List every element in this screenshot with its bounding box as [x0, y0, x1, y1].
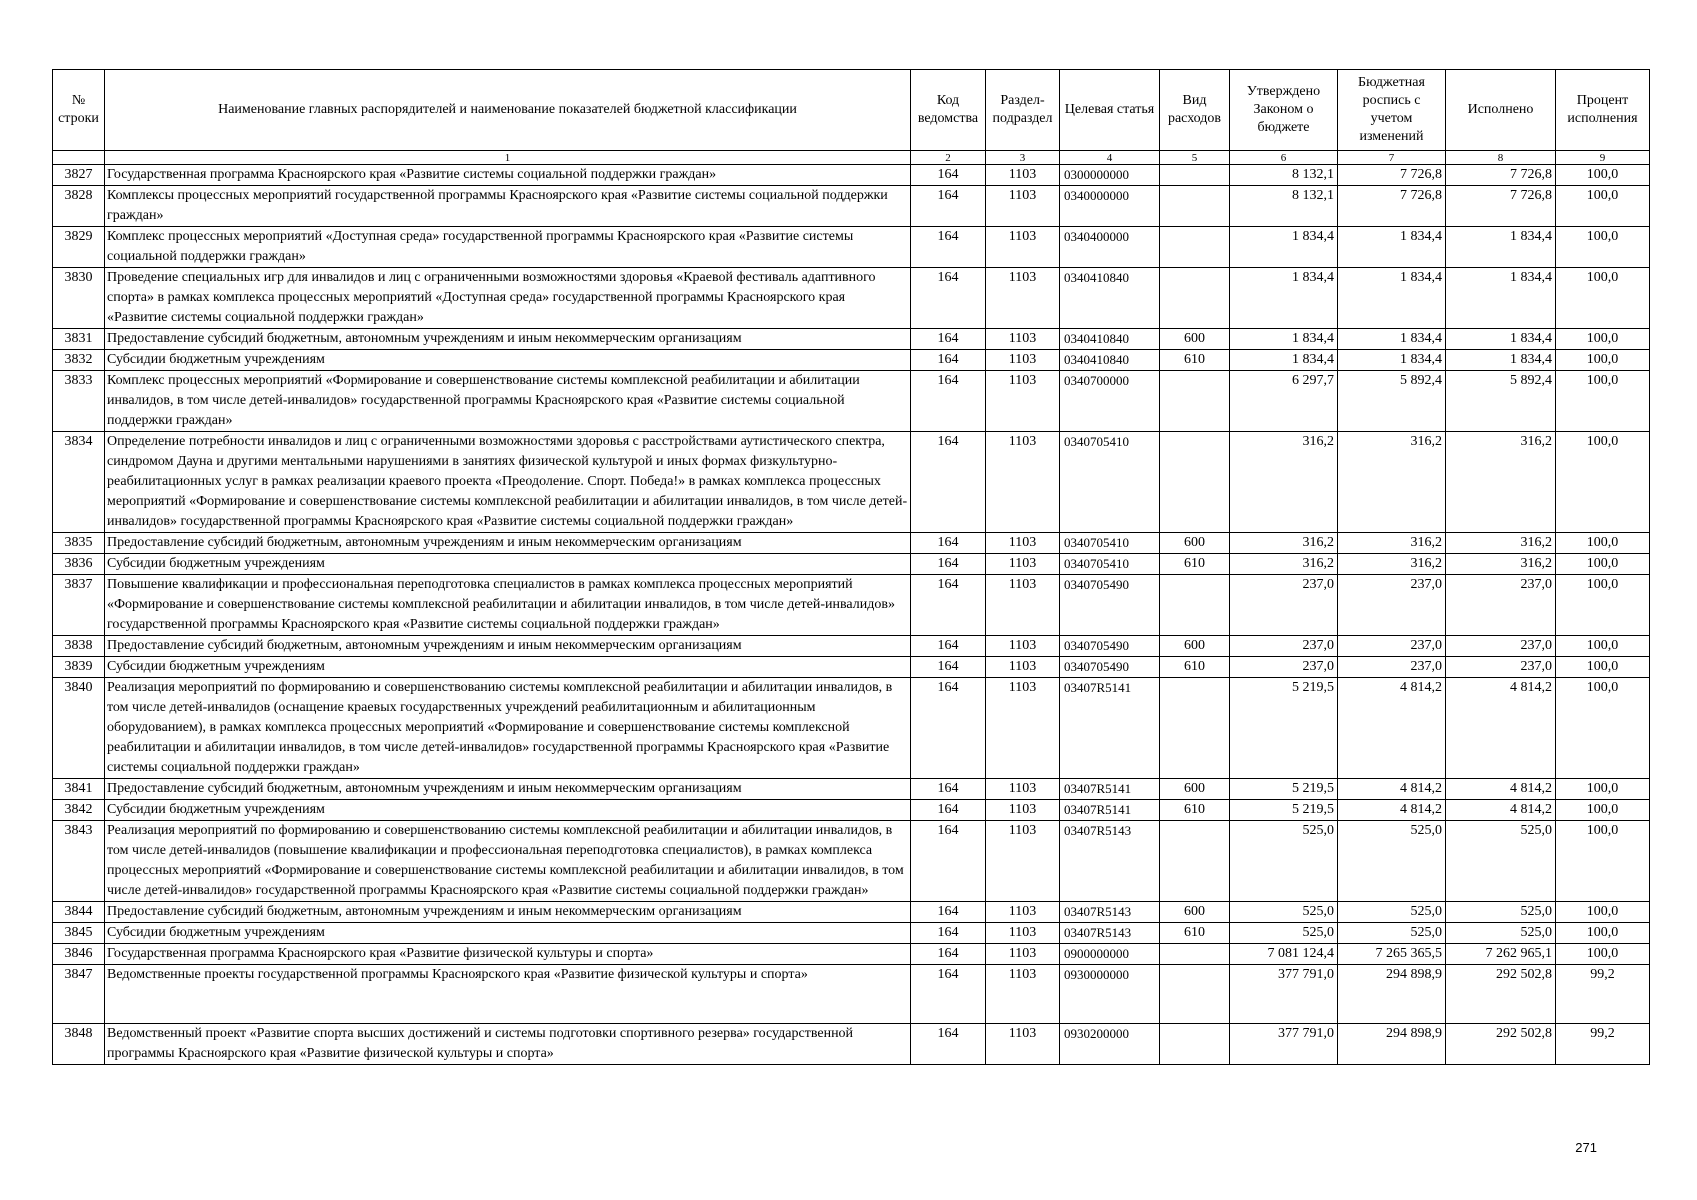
expense-type: [1160, 432, 1230, 533]
table-row: [53, 636, 1650, 657]
dept-code: 164: [911, 329, 986, 350]
execution-percent: 100,0: [1556, 779, 1650, 800]
budget-amount: 237,0: [1338, 636, 1446, 657]
table-row: [53, 268, 1650, 329]
expense-type: 610: [1160, 800, 1230, 821]
execution-percent: 100,0: [1556, 944, 1650, 965]
approved-amount: 377 791,0: [1230, 1024, 1338, 1065]
target-code: 03407R5141: [1060, 779, 1160, 800]
executed-amount: 525,0: [1446, 902, 1556, 923]
table-row: [53, 944, 1650, 965]
row-number: 3829: [53, 227, 105, 268]
row-number: 3837: [53, 575, 105, 636]
table-row: [53, 965, 1650, 1024]
approved-amount: 1 834,4: [1230, 329, 1338, 350]
dept-code: 164: [911, 554, 986, 575]
section-code: 1103: [986, 554, 1060, 575]
executed-amount: 7 726,8: [1446, 165, 1556, 186]
expense-type: [1160, 944, 1230, 965]
row-name: Государственная программа Красноярского края «Развитие системы социальной поддержки граждан»: [105, 165, 911, 186]
expense-type: 610: [1160, 923, 1230, 944]
column-number: 1: [105, 151, 911, 165]
table-body: [53, 165, 1650, 1065]
dept-code: 164: [911, 432, 986, 533]
budget-amount: 294 898,9: [1338, 1024, 1446, 1065]
table-row: [53, 575, 1650, 636]
executed-amount: 525,0: [1446, 923, 1556, 944]
executed-amount: 316,2: [1446, 554, 1556, 575]
dept-code: 164: [911, 944, 986, 965]
table-row: [53, 1024, 1650, 1065]
row-number: 3834: [53, 432, 105, 533]
row-name: Комплекс процессных мероприятий «Доступная среда» государственной программы Красноярского края «Развитие системы социальной поддержки граждан»: [105, 227, 911, 268]
budget-amount: 4 814,2: [1338, 800, 1446, 821]
budget-amount: 1 834,4: [1338, 350, 1446, 371]
table-row: [53, 186, 1650, 227]
header-row-no: № строки: [53, 70, 105, 151]
column-number: 6: [1230, 151, 1338, 165]
target-code: 03407R5141: [1060, 678, 1160, 779]
table-row: [53, 800, 1650, 821]
dept-code: 164: [911, 678, 986, 779]
executed-amount: 1 834,4: [1446, 350, 1556, 371]
budget-amount: 525,0: [1338, 821, 1446, 902]
execution-percent: 100,0: [1556, 800, 1650, 821]
header-budget-list: Бюджетная роспись с учетом изменений: [1338, 70, 1446, 151]
execution-percent: 100,0: [1556, 432, 1650, 533]
executed-amount: 237,0: [1446, 657, 1556, 678]
dept-code: 164: [911, 533, 986, 554]
section-code: 1103: [986, 821, 1060, 902]
section-code: 1103: [986, 268, 1060, 329]
expense-type: [1160, 678, 1230, 779]
header-percent: Процент исполнения: [1556, 70, 1650, 151]
header-section: Раздел-подраздел: [986, 70, 1060, 151]
section-code: 1103: [986, 329, 1060, 350]
budget-amount: 4 814,2: [1338, 779, 1446, 800]
approved-amount: 237,0: [1230, 657, 1338, 678]
row-name: Субсидии бюджетным учреждениям: [105, 350, 911, 371]
target-code: 0340410840: [1060, 329, 1160, 350]
column-number: 4: [1060, 151, 1160, 165]
executed-amount: 1 834,4: [1446, 227, 1556, 268]
budget-amount: 237,0: [1338, 575, 1446, 636]
approved-amount: 1 834,4: [1230, 227, 1338, 268]
expense-type: [1160, 268, 1230, 329]
table-row: [53, 371, 1650, 432]
row-name: Предоставление субсидий бюджетным, автономным учреждениям и иным некоммерческим организациям: [105, 902, 911, 923]
executed-amount: 7 726,8: [1446, 186, 1556, 227]
dept-code: 164: [911, 657, 986, 678]
approved-amount: 525,0: [1230, 902, 1338, 923]
row-name: Проведение специальных игр для инвалидов и лиц с ограниченными возможностями здоровья «Краевой фестиваль адаптивного спорта» в рамках комплекса процессных мероприятий «Доступная среда» государственной программы Красноярского края «Развитие системы социальной поддержки граждан»: [105, 268, 911, 329]
execution-percent: 100,0: [1556, 923, 1650, 944]
budget-amount: 4 814,2: [1338, 678, 1446, 779]
section-code: 1103: [986, 186, 1060, 227]
executed-amount: 316,2: [1446, 432, 1556, 533]
dept-code: 164: [911, 186, 986, 227]
row-number: 3836: [53, 554, 105, 575]
table-row: [53, 432, 1650, 533]
row-name: Предоставление субсидий бюджетным, автономным учреждениям и иным некоммерческим организациям: [105, 329, 911, 350]
execution-percent: 99,2: [1556, 1024, 1650, 1065]
section-code: 1103: [986, 1024, 1060, 1065]
expense-type: [1160, 165, 1230, 186]
approved-amount: 525,0: [1230, 821, 1338, 902]
approved-amount: 5 219,5: [1230, 800, 1338, 821]
target-code: 0340705490: [1060, 657, 1160, 678]
row-number: 3844: [53, 902, 105, 923]
executed-amount: 1 834,4: [1446, 268, 1556, 329]
row-name: Определение потребности инвалидов и лиц с ограниченными возможностями здоровья с расстройствами аутистического спектра, синдромом Дауна и другими ментальными нарушениями в занятиях физической культурой и иных формах физкультурно-реабилитационных услуг в рамках реализации краевого проекта «Преодоление. Спорт. Победа!» в рамках комплекса процессных мероприятий «Формирование и совершенствование системы комплексной реабилитации и абилитации инвалидов, в том числе детей-инвалидов» государственной программы Красноярского края «Развитие системы социальной поддержки граждан»: [105, 432, 911, 533]
section-code: 1103: [986, 902, 1060, 923]
row-number: 3832: [53, 350, 105, 371]
row-number: 3841: [53, 779, 105, 800]
header-approved: Утверждено Законом о бюджете: [1230, 70, 1338, 151]
row-name: Комплекс процессных мероприятий «Формирование и совершенствование системы комплексной реабилитации и абилитации инвалидов, в том числе детей-инвалидов» государственной программы Красноярского края «Развитие системы социальной поддержки граждан»: [105, 371, 911, 432]
header-target: Целевая статья: [1060, 70, 1160, 151]
section-code: 1103: [986, 800, 1060, 821]
section-code: 1103: [986, 944, 1060, 965]
budget-execution-table: [52, 69, 1650, 1065]
target-code: 0900000000: [1060, 944, 1160, 965]
target-code: 0930200000: [1060, 1024, 1160, 1065]
executed-amount: 4 814,2: [1446, 779, 1556, 800]
table-row: [53, 923, 1650, 944]
table-row: [53, 821, 1650, 902]
column-number: 5: [1160, 151, 1230, 165]
approved-amount: 237,0: [1230, 575, 1338, 636]
column-number: [53, 151, 105, 165]
expense-type: [1160, 227, 1230, 268]
budget-amount: 1 834,4: [1338, 227, 1446, 268]
target-code: 0340700000: [1060, 371, 1160, 432]
target-code: 0340705490: [1060, 636, 1160, 657]
header-dept-code: Код ведомства: [911, 70, 986, 151]
budget-table-container: [52, 69, 1649, 1065]
table-row: [53, 657, 1650, 678]
row-number: 3840: [53, 678, 105, 779]
approved-amount: 316,2: [1230, 533, 1338, 554]
column-number: 9: [1556, 151, 1650, 165]
dept-code: 164: [911, 165, 986, 186]
executed-amount: 292 502,8: [1446, 965, 1556, 1024]
approved-amount: 7 081 124,4: [1230, 944, 1338, 965]
column-number: 7: [1338, 151, 1446, 165]
budget-amount: 316,2: [1338, 554, 1446, 575]
budget-amount: 7 726,8: [1338, 186, 1446, 227]
executed-amount: 4 814,2: [1446, 678, 1556, 779]
table-row: [53, 165, 1650, 186]
dept-code: 164: [911, 902, 986, 923]
target-code: 0340410840: [1060, 268, 1160, 329]
approved-amount: 525,0: [1230, 923, 1338, 944]
row-name: Предоставление субсидий бюджетным, автономным учреждениям и иным некоммерческим организациям: [105, 533, 911, 554]
budget-amount: 294 898,9: [1338, 965, 1446, 1024]
approved-amount: 5 219,5: [1230, 678, 1338, 779]
budget-amount: 525,0: [1338, 923, 1446, 944]
expense-type: 600: [1160, 329, 1230, 350]
approved-amount: 1 834,4: [1230, 350, 1338, 371]
executed-amount: 237,0: [1446, 575, 1556, 636]
row-name: Субсидии бюджетным учреждениям: [105, 923, 911, 944]
target-code: 0340705410: [1060, 554, 1160, 575]
expense-type: [1160, 821, 1230, 902]
section-code: 1103: [986, 350, 1060, 371]
execution-percent: 100,0: [1556, 329, 1650, 350]
row-number: 3845: [53, 923, 105, 944]
row-number: 3848: [53, 1024, 105, 1065]
row-number: 3838: [53, 636, 105, 657]
executed-amount: 316,2: [1446, 533, 1556, 554]
executed-amount: 4 814,2: [1446, 800, 1556, 821]
expense-type: [1160, 575, 1230, 636]
budget-amount: 7 265 365,5: [1338, 944, 1446, 965]
approved-amount: 8 132,1: [1230, 165, 1338, 186]
target-code: 0340410840: [1060, 350, 1160, 371]
execution-percent: 100,0: [1556, 165, 1650, 186]
row-number: 3847: [53, 965, 105, 1024]
dept-code: 164: [911, 923, 986, 944]
section-code: 1103: [986, 165, 1060, 186]
header-row: [53, 70, 1650, 151]
target-code: 0340000000: [1060, 186, 1160, 227]
row-number: 3831: [53, 329, 105, 350]
expense-type: 600: [1160, 636, 1230, 657]
execution-percent: 100,0: [1556, 350, 1650, 371]
row-number: 3828: [53, 186, 105, 227]
expense-type: [1160, 1024, 1230, 1065]
row-name: Субсидии бюджетным учреждениям: [105, 657, 911, 678]
budget-amount: 316,2: [1338, 533, 1446, 554]
row-name: Субсидии бюджетным учреждениям: [105, 554, 911, 575]
target-code: 03407R5143: [1060, 923, 1160, 944]
expense-type: 610: [1160, 554, 1230, 575]
execution-percent: 100,0: [1556, 678, 1650, 779]
row-name: Ведомственный проект «Развитие спорта высших достижений и системы подготовки спортивного резерва» государственной программы Красноярского края «Развитие физической культуры и спорта»: [105, 1024, 911, 1065]
target-code: 0340705490: [1060, 575, 1160, 636]
row-name: Реализация мероприятий по формированию и совершенствованию системы комплексной реабилитации и абилитации инвалидов, в том числе детей-инвалидов (оснащение краевых государственных учреждений реабилитационным и абилитационным оборудованием), в рамках комплекса процессных мероприятий «Формирование и совершенствование системы комплексной реабилитации и абилитации инвалидов, в том числе детей-инвалидов» государственной программы Красноярского края «Развитие системы социальной поддержки граждан»: [105, 678, 911, 779]
execution-percent: 100,0: [1556, 533, 1650, 554]
approved-amount: 377 791,0: [1230, 965, 1338, 1024]
row-number: 3843: [53, 821, 105, 902]
dept-code: 164: [911, 779, 986, 800]
row-name: Комплексы процессных мероприятий государственной программы Красноярского края «Развитие системы социальной поддержки граждан»: [105, 186, 911, 227]
section-code: 1103: [986, 779, 1060, 800]
table-row: [53, 902, 1650, 923]
target-code: 0340400000: [1060, 227, 1160, 268]
dept-code: 164: [911, 575, 986, 636]
budget-amount: 525,0: [1338, 902, 1446, 923]
target-code: 0300000000: [1060, 165, 1160, 186]
dept-code: 164: [911, 350, 986, 371]
budget-amount: 1 834,4: [1338, 329, 1446, 350]
dept-code: 164: [911, 1024, 986, 1065]
table-row: [53, 533, 1650, 554]
approved-amount: 6 297,7: [1230, 371, 1338, 432]
table-row: [53, 678, 1650, 779]
column-number-row: [53, 151, 1650, 165]
target-code: 03407R5143: [1060, 821, 1160, 902]
executed-amount: 1 834,4: [1446, 329, 1556, 350]
execution-percent: 100,0: [1556, 554, 1650, 575]
section-code: 1103: [986, 965, 1060, 1024]
executed-amount: 5 892,4: [1446, 371, 1556, 432]
section-code: 1103: [986, 657, 1060, 678]
budget-amount: 1 834,4: [1338, 268, 1446, 329]
table-row: [53, 779, 1650, 800]
budget-amount: 237,0: [1338, 657, 1446, 678]
row-number: 3839: [53, 657, 105, 678]
dept-code: 164: [911, 227, 986, 268]
expense-type: 610: [1160, 350, 1230, 371]
executed-amount: 292 502,8: [1446, 1024, 1556, 1065]
execution-percent: 100,0: [1556, 371, 1650, 432]
executed-amount: 7 262 965,1: [1446, 944, 1556, 965]
target-code: 03407R5141: [1060, 800, 1160, 821]
table-row: [53, 350, 1650, 371]
executed-amount: 237,0: [1446, 636, 1556, 657]
dept-code: 164: [911, 636, 986, 657]
row-number: 3830: [53, 268, 105, 329]
page-number: 271: [1575, 1140, 1597, 1155]
approved-amount: 316,2: [1230, 432, 1338, 533]
section-code: 1103: [986, 227, 1060, 268]
row-number: 3835: [53, 533, 105, 554]
execution-percent: 100,0: [1556, 657, 1650, 678]
section-code: 1103: [986, 575, 1060, 636]
target-code: 0340705410: [1060, 533, 1160, 554]
expense-type: [1160, 371, 1230, 432]
row-name: Предоставление субсидий бюджетным, автономным учреждениям и иным некоммерческим организациям: [105, 636, 911, 657]
expense-type: 600: [1160, 779, 1230, 800]
budget-amount: 5 892,4: [1338, 371, 1446, 432]
executed-amount: 525,0: [1446, 821, 1556, 902]
approved-amount: 5 219,5: [1230, 779, 1338, 800]
row-number: 3827: [53, 165, 105, 186]
row-name: Ведомственные проекты государственной программы Красноярского края «Развитие физической культуры и спорта»: [105, 965, 911, 1024]
dept-code: 164: [911, 821, 986, 902]
table-row: [53, 227, 1650, 268]
dept-code: 164: [911, 268, 986, 329]
column-number: 2: [911, 151, 986, 165]
section-code: 1103: [986, 533, 1060, 554]
section-code: 1103: [986, 636, 1060, 657]
row-name: Повышение квалификации и профессиональная переподготовка специалистов в рамках комплекса процессных мероприятий «Формирование и совершенствование системы комплексной реабилитации и абилитации инвалидов, в том числе детей-инвалидов» государственной программы Красноярского края «Развитие системы социальной поддержки граждан»: [105, 575, 911, 636]
approved-amount: 316,2: [1230, 554, 1338, 575]
expense-type: [1160, 965, 1230, 1024]
header-name: Наименование главных распорядителей и наименование показателей бюджетной классификации: [105, 70, 911, 151]
table-row: [53, 329, 1650, 350]
execution-percent: 100,0: [1556, 821, 1650, 902]
expense-type: 610: [1160, 657, 1230, 678]
execution-percent: 100,0: [1556, 575, 1650, 636]
execution-percent: 99,2: [1556, 965, 1650, 1024]
budget-amount: 7 726,8: [1338, 165, 1446, 186]
section-code: 1103: [986, 432, 1060, 533]
dept-code: 164: [911, 965, 986, 1024]
row-name: Реализация мероприятий по формированию и совершенствованию системы комплексной реабилитации и абилитации инвалидов, в том числе детей-инвалидов (повышение квалификации и профессиональная переподготовка специалистов), в рамках комплекса процессных мероприятий «Формирование и совершенствование системы комплексной реабилитации и абилитации инвалидов, в том числе детей-инвалидов» государственной программы Красноярского края «Развитие системы социальной поддержки граждан»: [105, 821, 911, 902]
row-number: 3842: [53, 800, 105, 821]
row-name: Государственная программа Красноярского края «Развитие физической культуры и спорта»: [105, 944, 911, 965]
dept-code: 164: [911, 800, 986, 821]
row-number: 3833: [53, 371, 105, 432]
execution-percent: 100,0: [1556, 268, 1650, 329]
approved-amount: 1 834,4: [1230, 268, 1338, 329]
table-row: [53, 554, 1650, 575]
dept-code: 164: [911, 371, 986, 432]
row-name: Предоставление субсидий бюджетным, автономным учреждениям и иным некоммерческим организациям: [105, 779, 911, 800]
execution-percent: 100,0: [1556, 902, 1650, 923]
row-number: 3846: [53, 944, 105, 965]
row-name: Субсидии бюджетным учреждениям: [105, 800, 911, 821]
approved-amount: 237,0: [1230, 636, 1338, 657]
execution-percent: 100,0: [1556, 636, 1650, 657]
target-code: 03407R5143: [1060, 902, 1160, 923]
column-number: 3: [986, 151, 1060, 165]
column-number: 8: [1446, 151, 1556, 165]
target-code: 0930000000: [1060, 965, 1160, 1024]
expense-type: 600: [1160, 533, 1230, 554]
target-code: 0340705410: [1060, 432, 1160, 533]
expense-type: [1160, 186, 1230, 227]
budget-amount: 316,2: [1338, 432, 1446, 533]
header-executed: Исполнено: [1446, 70, 1556, 151]
approved-amount: 8 132,1: [1230, 186, 1338, 227]
expense-type: 600: [1160, 902, 1230, 923]
section-code: 1103: [986, 371, 1060, 432]
execution-percent: 100,0: [1556, 186, 1650, 227]
execution-percent: 100,0: [1556, 227, 1650, 268]
header-expense-type: Вид расходов: [1160, 70, 1230, 151]
section-code: 1103: [986, 923, 1060, 944]
section-code: 1103: [986, 678, 1060, 779]
